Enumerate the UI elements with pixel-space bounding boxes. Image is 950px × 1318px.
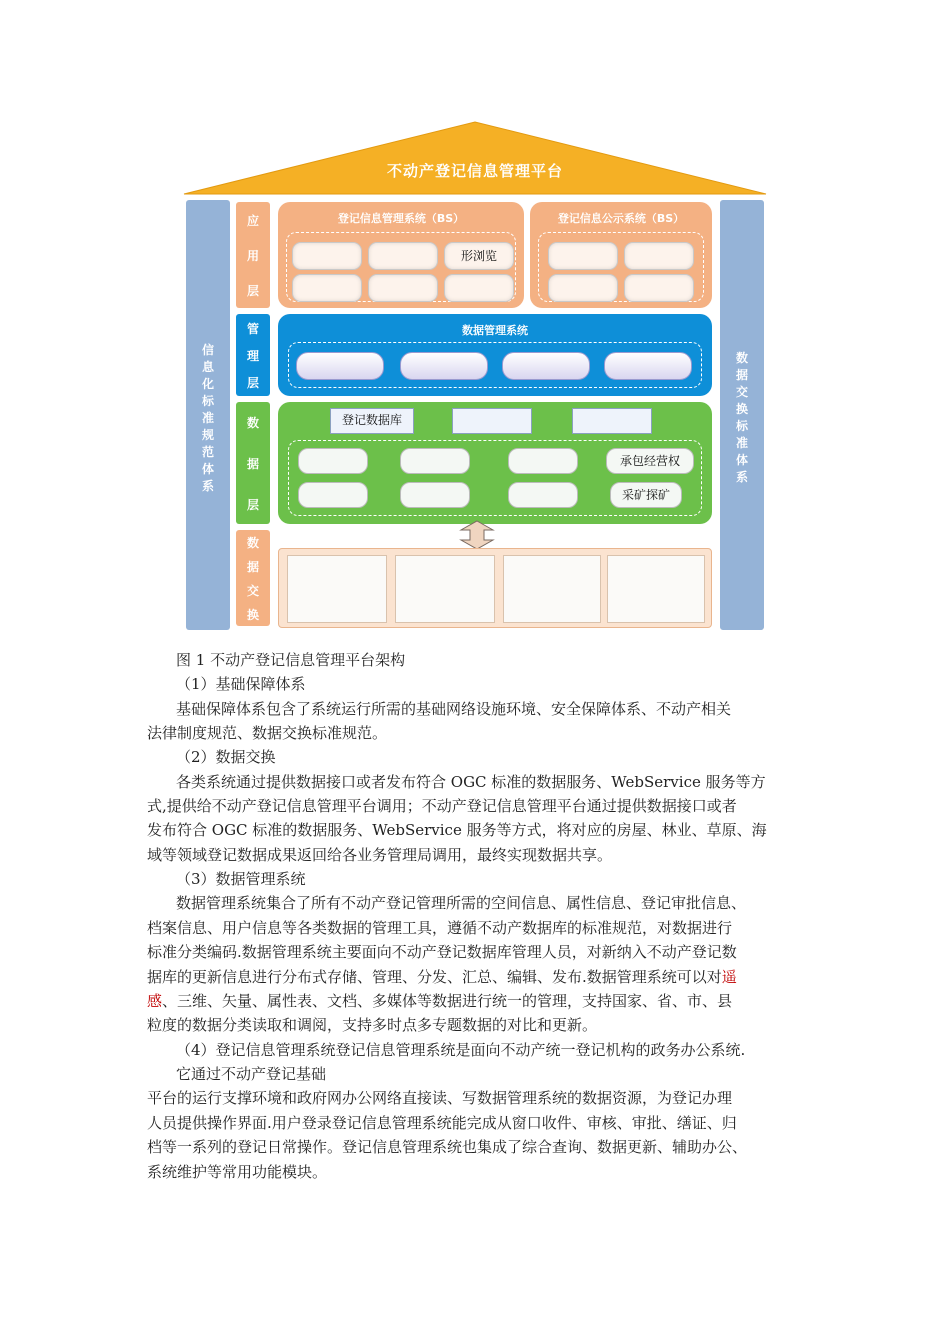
section-3-line: 档案信息、用户信息等各类数据的管理工具，遵循不动产数据库的标准规范，对数据进行 (147, 919, 733, 937)
app-module-pill (292, 242, 362, 270)
section-4-line: 它通过不动产登记基础 (176, 1065, 327, 1083)
column-label-char: 信 (201, 343, 214, 357)
layer-label-char: 交 (246, 584, 259, 598)
section-2-line: 各类系统通过提供数据接口或者发布符合 OGC 标准的数据服务、WebService 服务等方 (176, 773, 766, 791)
architecture-diagram (180, 118, 770, 638)
section-3-line: 标准分类编码.数据管理系统主要面向不动产登记数据库管理人员，对新纳入不动产登记数 (147, 943, 737, 961)
registration-public-system-title: 登记信息公示系统（BS） (557, 212, 685, 225)
layer-label-char: 数 (246, 416, 259, 431)
exchange-cell (607, 555, 705, 623)
section-4-heading: （4）登记信息管理系统登记信息管理系统是面向不动产统一登记机构的政务办公系统. (176, 1041, 746, 1059)
section-3-line: 数据管理系统集合了所有不动产登记管理所需的空间信息、属性信息、登记审批信息、 (176, 894, 747, 912)
registration-public-system-box (530, 202, 712, 308)
data-layer-label (236, 402, 270, 524)
section-3-line: 据库的更新信息进行分布式存储、管理、分发、汇总、编辑、发布.数据管理系统可以对 (147, 968, 722, 986)
right-column-label (720, 350, 764, 486)
section-1-line: 法律制度规范、数据交换标准规范。 (147, 724, 388, 742)
section-3-line-red-start (147, 989, 732, 1013)
section-2-line: 式,提供给不动产登记信息管理平台调用；不动产登记信息管理平台通过提供数据接口或者 (147, 797, 737, 815)
section-2-line: 发布符合 OGC 标准的数据服务、WebService 服务等方式，将对应的房屋、林业、草原、海 (147, 821, 767, 839)
mgmt-module-pill (296, 352, 384, 380)
highlighted-char: 感 (147, 992, 163, 1010)
column-label-char: 系 (735, 470, 748, 484)
registration-mgmt-system-title: 登记信息管理系统（BS） (337, 212, 465, 225)
layer-label-char: 层 (246, 284, 259, 299)
app-module-pill (368, 274, 438, 302)
data-module-pill (400, 482, 470, 508)
data-module-pill (298, 482, 368, 508)
column-label-char: 换 (735, 402, 748, 416)
section-1-heading: （1）基础保障体系 (176, 675, 306, 693)
section-2-line: 域等领域登记数据成果返回给各业务管理局调用，最终实现数据共享。 (147, 846, 613, 864)
roof-shape (180, 118, 770, 198)
registration-database: 登记数据库 (330, 408, 414, 434)
exchange-cell (395, 555, 495, 623)
database-block (452, 408, 532, 434)
column-label-char: 系 (201, 479, 214, 493)
public-module-pill (548, 242, 618, 270)
column-label-char: 准 (201, 411, 214, 425)
column-label-char: 规 (201, 428, 214, 442)
data-module-pill (508, 448, 578, 474)
section-4-line: 平台的运行支撑环境和政府网办公网络直接读、写数据管理系统的数据资源，为登记办理 (147, 1089, 733, 1107)
database-block (572, 408, 652, 434)
data-exchange-box (278, 548, 712, 628)
layer-label-char: 层 (246, 376, 259, 391)
bidirectional-arrow-icon (454, 520, 500, 550)
app-layer-label (236, 202, 270, 308)
mgmt-module-pill (604, 352, 692, 380)
mgmt-module-pill (400, 352, 488, 380)
exchange-cell (287, 555, 387, 623)
data-mgmt-system-box (278, 314, 712, 396)
column-label-char: 标 (735, 419, 748, 433)
contract-management-pill: 承包经营权 (606, 448, 694, 474)
exchange-cell (503, 555, 601, 623)
layer-label-char: 应 (246, 213, 259, 228)
column-label-char: 据 (735, 368, 748, 382)
layer-label-char: 管 (246, 321, 259, 336)
section-3-line: 、三维、矢量、属性表、文档、多媒体等数据进行统一的管理，支持国家、省、市、县 (162, 992, 733, 1010)
public-module-pill (624, 274, 694, 302)
section-4-line: 系统维护等常用功能模块。 (147, 1163, 328, 1181)
data-module-pill (508, 482, 578, 508)
column-label-char: 数 (735, 351, 748, 365)
right-standard-column (720, 200, 764, 630)
data-module-pill (400, 448, 470, 474)
mgmt-module-pill (502, 352, 590, 380)
layer-label-char: 据 (246, 560, 259, 574)
layer-label-char: 数 (246, 536, 259, 550)
mining-exploration-pill: 采矿探矿 (610, 482, 682, 508)
roof-title: 不动产登记信息管理平台 (386, 162, 563, 180)
app-module-pill (368, 242, 438, 270)
app-module-pill (444, 274, 514, 302)
exchange-layer-label (236, 530, 270, 626)
layer-label-char: 层 (246, 497, 259, 512)
column-label-char: 体 (735, 453, 748, 467)
section-3-line-with-red (147, 965, 737, 989)
data-module-pill (298, 448, 368, 474)
column-label-char: 标 (201, 394, 214, 408)
column-label-char: 范 (201, 445, 214, 459)
mgmt-layer-label (236, 314, 270, 396)
layer-label-char: 换 (246, 608, 259, 622)
section-4-line: 档等一系列的登记日常操作。登记信息管理系统也集成了综合查询、数据更新、辅助办公、 (147, 1138, 748, 1156)
layer-label-char: 用 (246, 249, 259, 263)
section-3-heading: （3）数据管理系统 (176, 870, 306, 888)
column-label-char: 化 (201, 377, 214, 391)
app-module-pill-browse: 形浏览 (444, 242, 514, 270)
public-module-pill (624, 242, 694, 270)
registration-mgmt-system-box (278, 202, 524, 308)
left-standard-column (186, 200, 230, 630)
column-label-char: 息 (201, 360, 214, 374)
data-layer-box (278, 402, 712, 524)
section-2-heading: （2）数据交换 (176, 748, 276, 766)
section-1-line: 基础保障体系包含了系统运行所需的基础网络设施环境、安全保障体系、不动产相关 (176, 700, 732, 718)
left-column-label (186, 342, 230, 495)
highlighted-char: 遥 (721, 968, 737, 986)
column-label-char: 交 (735, 385, 748, 399)
section-4-line: 人员提供操作界面.用户登录登记信息管理系统能完成从窗口收件、审核、审批、缮证、归 (147, 1114, 737, 1132)
column-label-char: 准 (735, 436, 748, 450)
public-module-pill (548, 274, 618, 302)
data-mgmt-system-title: 数据管理系统 (462, 324, 528, 337)
figure-caption: 图 1 不动产登记信息管理平台架构 (176, 651, 406, 669)
layer-label-char: 理 (246, 349, 259, 363)
section-3-line: 粒度的数据分类读取和调阅，支持多时点多专题数据的对比和更新。 (147, 1016, 598, 1034)
column-label-char: 体 (201, 462, 214, 476)
app-module-pill (292, 274, 362, 302)
layer-label-char: 据 (246, 457, 259, 471)
